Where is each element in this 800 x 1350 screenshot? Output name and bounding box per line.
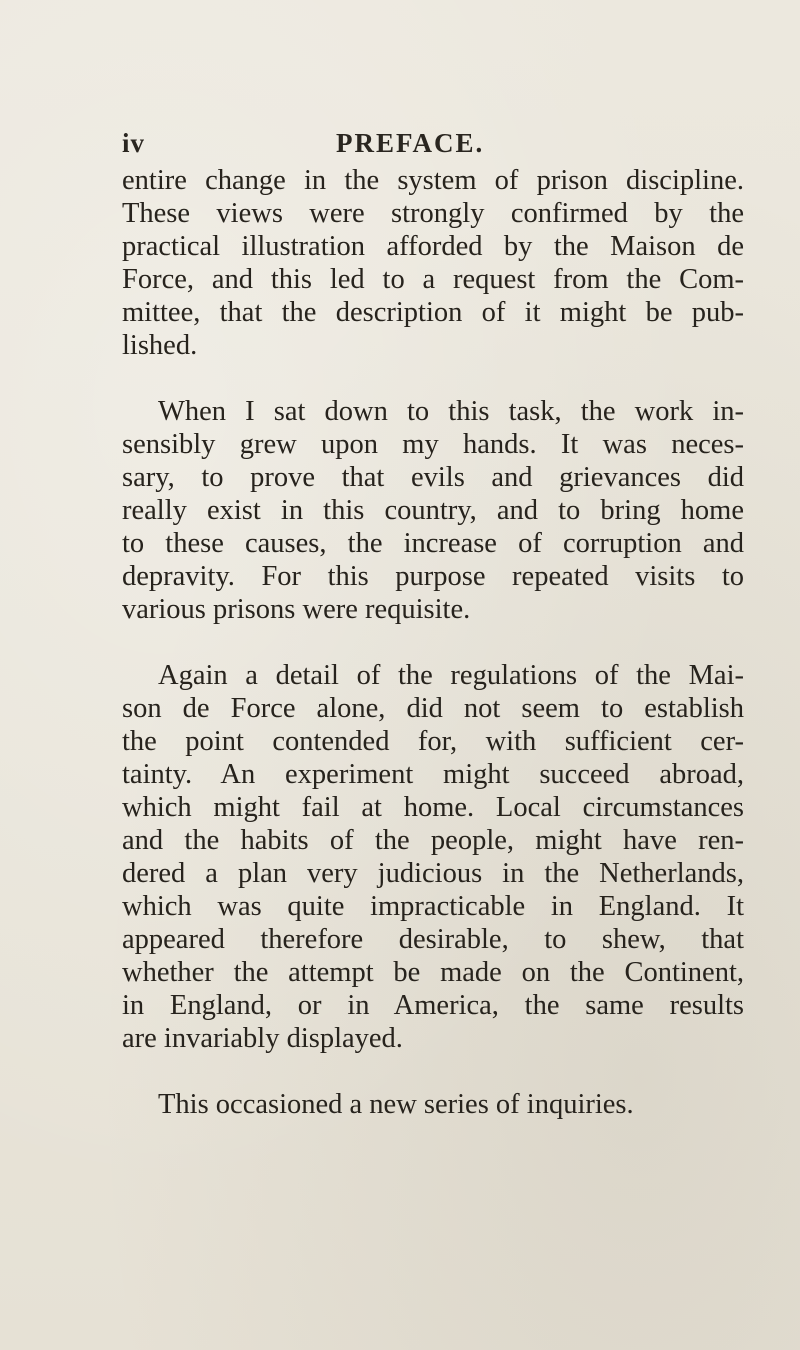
- text-line: appeared therefore desirable, to shew, that: [122, 924, 744, 955]
- paragraph-3: [122, 659, 744, 1055]
- text-line: These views were strongly confirmed by the: [122, 198, 744, 229]
- text-line: mittee, that the description of it might be pub-: [122, 297, 744, 328]
- text-line: depravity. For this purpose repeated visits to: [122, 561, 744, 592]
- text-line: really exist in this country, and to bring home: [122, 495, 744, 526]
- body-text: [122, 164, 744, 1154]
- text-line: are invariably displayed.: [122, 1023, 403, 1054]
- text-line: dered a plan very judicious in the Netherlands,: [122, 858, 744, 889]
- text-line: lished.: [122, 330, 198, 361]
- page-number: iv: [122, 128, 146, 158]
- text-line: sensibly grew upon my hands. It was neces-: [122, 429, 744, 460]
- text-line: Force, and this led to a request from the Com-: [122, 264, 744, 295]
- text-line: Again a detail of the regulations of the Mai-: [158, 660, 744, 691]
- text-line: This occasioned a new series of inquiries.: [158, 1089, 634, 1120]
- text-line: sary, to prove that evils and grievances did: [122, 462, 744, 493]
- text-line: entire change in the system of prison discipline.: [122, 165, 744, 196]
- text-line: which might fail at home. Local circumstances: [122, 792, 744, 823]
- running-head: [0, 128, 800, 168]
- text-line: son de Force alone, did not seem to establish: [122, 693, 744, 724]
- text-line: to these causes, the increase of corruption and: [122, 528, 744, 559]
- text-line: When I sat down to this task, the work in-: [158, 396, 744, 427]
- paragraph-2: [122, 395, 744, 626]
- text-line: tainty. An experiment might succeed abroad,: [122, 759, 744, 790]
- text-line: which was quite impracticable in England. It: [122, 891, 744, 922]
- text-line: and the habits of the people, might have ren-: [122, 825, 744, 856]
- paragraph-4: [122, 1088, 744, 1121]
- text-line: whether the attempt be made on the Continent,: [122, 957, 744, 988]
- text-line: various prisons were requisite.: [122, 594, 471, 625]
- text-line: practical illustration afforded by the Maison de: [122, 231, 744, 262]
- paragraph-1: [122, 164, 744, 362]
- text-line: in England, or in America, the same results: [122, 990, 744, 1021]
- text-line: the point contended for, with sufficient cer-: [122, 726, 744, 757]
- running-title: PREFACE.: [336, 128, 485, 158]
